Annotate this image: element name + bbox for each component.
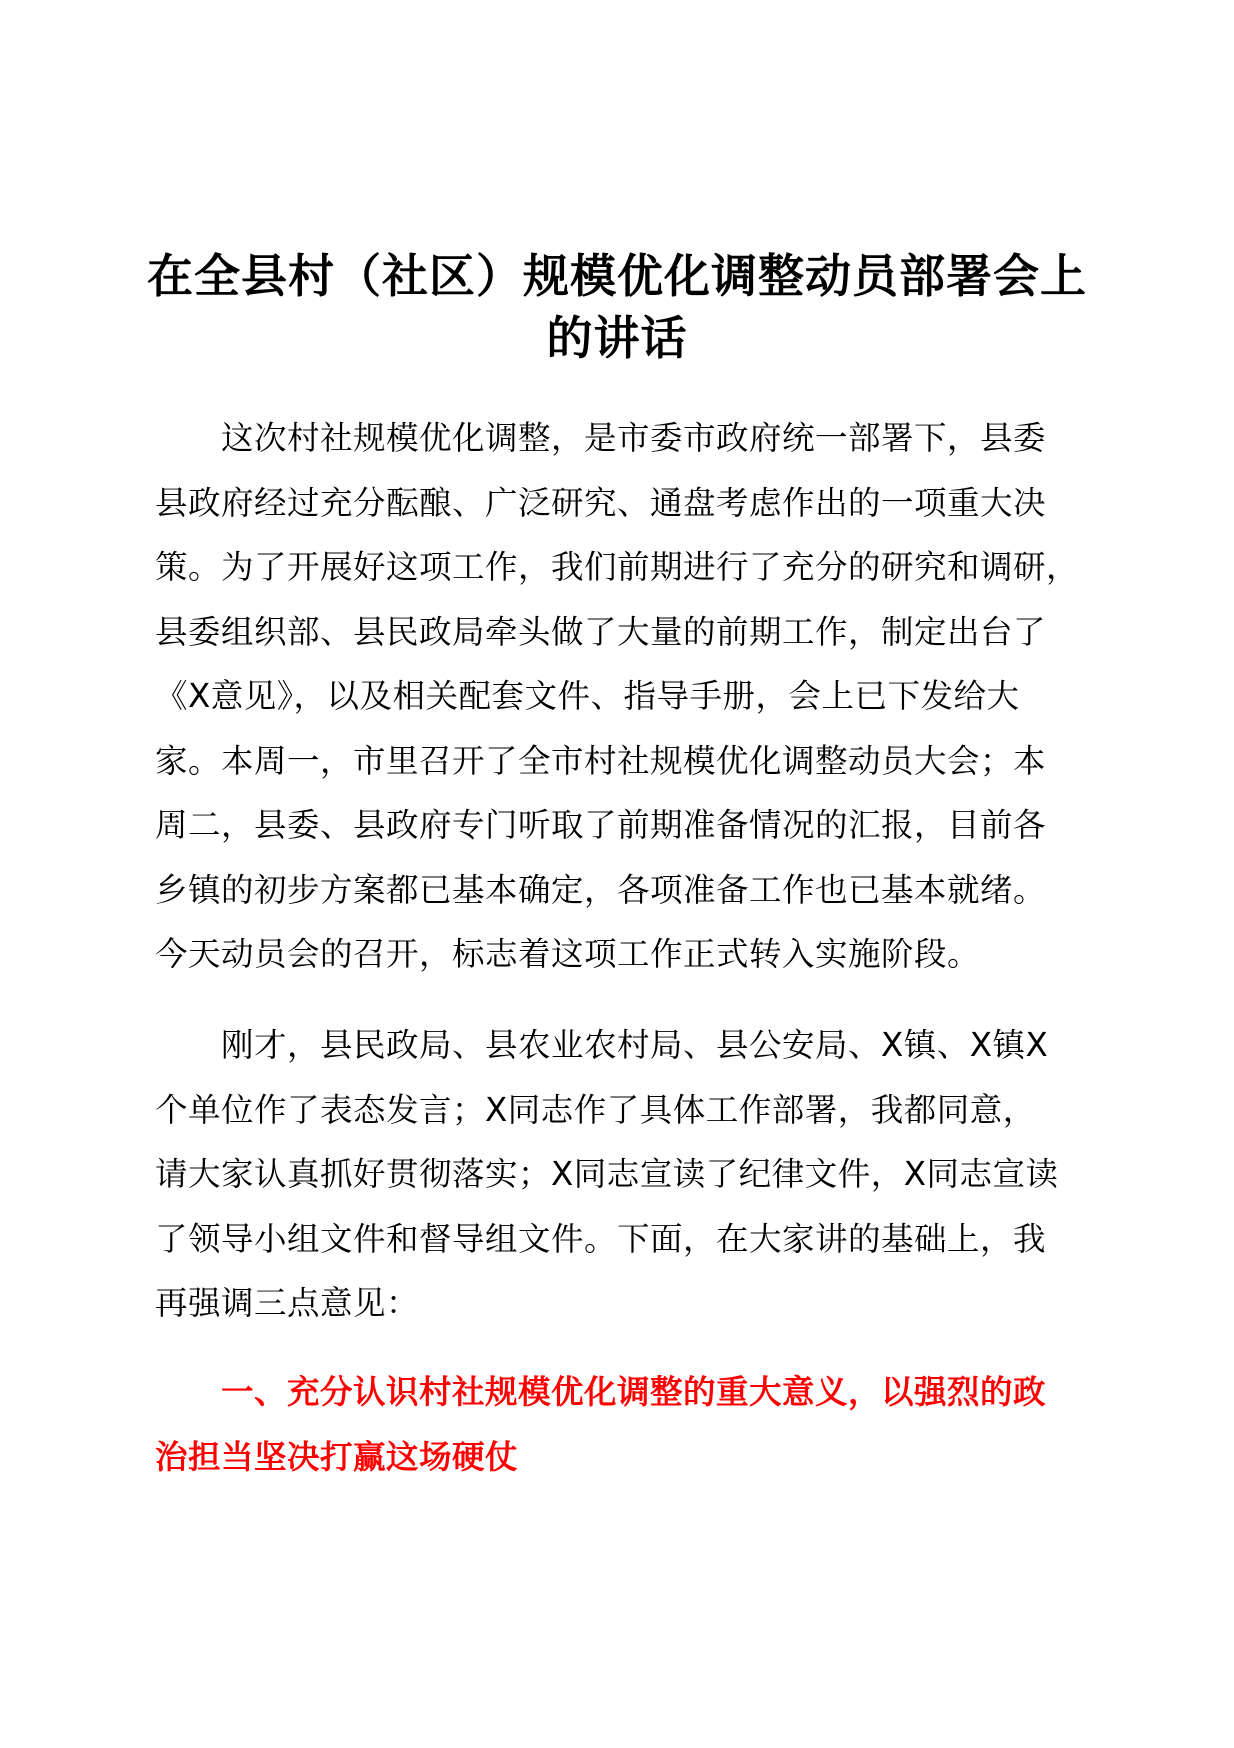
heading-line: 一、充分认识村社规模优化调整的重大意义，以强烈的政 (155, 1373, 1047, 1411)
paragraph-line: 周二，县委、县政府专门听取了前期准备情况的汇报，目前各 (155, 806, 1047, 844)
paragraph-line: 个单位作了表态发言；X同志作了具体工作部署，我都同意， (155, 1090, 1036, 1129)
heading-line: 治担当坚决打赢这场硬仗 (155, 1437, 519, 1476)
paragraph-line: 再强调三点意见： (155, 1284, 420, 1322)
paragraph-line: 家。本周一，市里召开了全市村社规模优化调整动员大会；本 (155, 741, 1047, 780)
paragraph-line: 《X意见》，以及相关配套文件、指导手册，会上已下发给大 (155, 677, 1020, 715)
paragraph-line: 县政府经过充分酝酿、广泛研究、通盘考虑作出的一项重大决 (155, 483, 1047, 522)
document-title (140, 245, 1094, 369)
title-line-2: 的讲话 (546, 311, 688, 365)
title-line-1: 在全县村（社区）规模优化调整动员部署会上 (147, 249, 1087, 303)
paragraph-intro (155, 406, 1090, 987)
paragraph-line: 策。为了开展好这项工作，我们前期进行了充分的研究和调研， (155, 548, 1080, 586)
paragraph-line: 今天动员会的召开，标志着这项工作正式转入实施阶段。 (155, 935, 981, 973)
section-heading-1 (155, 1360, 1090, 1489)
paragraph-line: 了领导小组文件和督导组文件。下面，在大家讲的基础上，我 (155, 1219, 1047, 1258)
paragraph-line: 刚才，县民政局、县农业农村局、县公安局、X镇、X镇X (155, 1026, 1049, 1064)
paragraph-line: 乡镇的初步方案都已基本确定，各项准备工作也已基本就绪。 (155, 870, 1047, 909)
paragraph-line: 这次村社规模优化调整，是市委市政府统一部署下，县委 (155, 419, 1047, 457)
paragraph-summary (155, 1013, 1090, 1336)
paragraph-line: 县委组织部、县民政局牵头做了大量的前期工作，制定出台了 (155, 612, 1047, 651)
paragraph-line: 请大家认真抓好贯彻落实；X同志宣读了纪律文件，X同志宣读 (155, 1155, 1059, 1193)
